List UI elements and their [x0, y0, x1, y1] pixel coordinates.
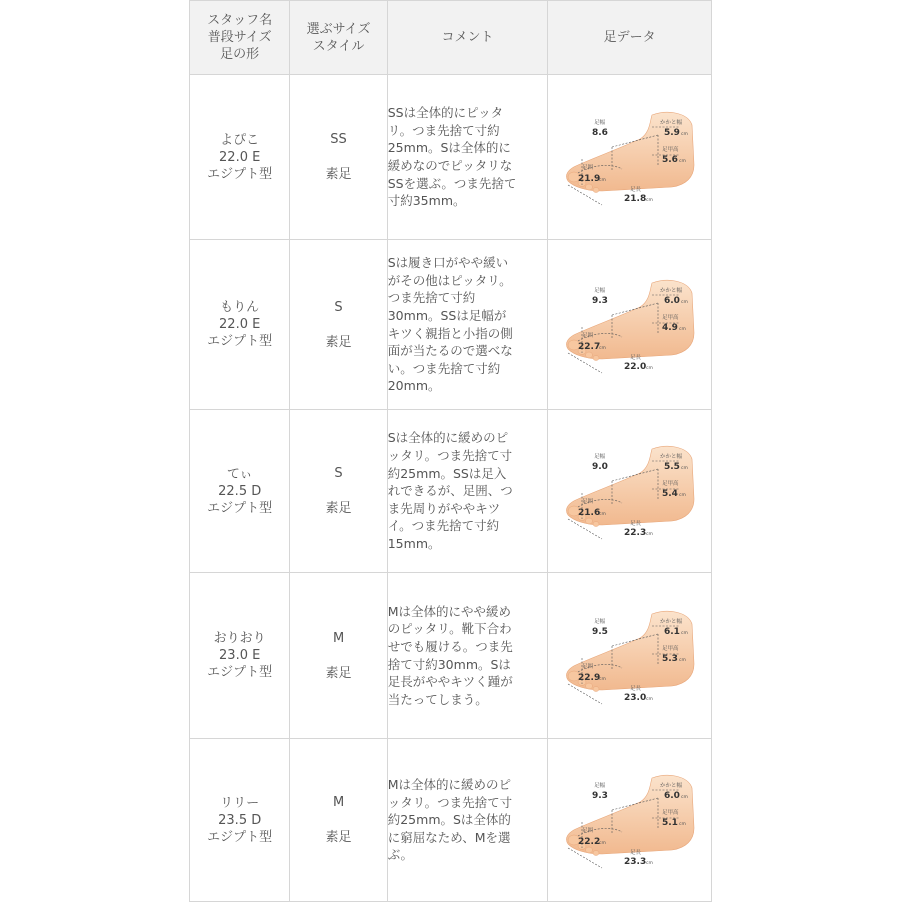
heel-label: かかと幅 — [659, 783, 682, 789]
length-value: 23.0 — [623, 692, 646, 703]
instep-unit: cm — [678, 493, 686, 498]
table-row — [190, 75, 712, 240]
length-unit: cm — [645, 861, 653, 866]
instep-label: 足甲高 — [661, 314, 679, 321]
style-text: 素足 — [325, 501, 352, 516]
usual-size: 22.0 E — [219, 317, 261, 332]
heel-value: 6.1 — [663, 626, 680, 637]
header-staff-text: スタッフ名 普段サイズ 足の形 — [207, 13, 273, 62]
style-cell — [290, 573, 387, 739]
heel-value: 5.9 — [663, 128, 680, 138]
foot-shape: エジプト型 — [207, 665, 273, 680]
girth-unit: cm — [598, 178, 606, 183]
length-label: 足長 — [629, 685, 641, 692]
comment-cell — [387, 75, 548, 240]
instep-value: 5.6 — [661, 155, 678, 165]
length-label: 足長 — [629, 354, 641, 361]
girth-label: 足囲 — [581, 165, 593, 171]
header-style — [290, 1, 387, 75]
instep-value: 5.1 — [661, 818, 678, 828]
width-label: 足幅 — [593, 783, 605, 789]
comment-cell — [387, 240, 548, 410]
chosen-size: S — [334, 466, 343, 481]
usual-size: 23.5 D — [218, 812, 262, 828]
girth-label: 足囲 — [581, 828, 593, 834]
foot-shape: エジプト型 — [207, 829, 273, 845]
staff-cell — [190, 240, 290, 410]
foot-shape: エジプト型 — [207, 166, 273, 182]
width-value: 8.6 — [591, 128, 608, 138]
staff-name: もりん — [220, 300, 260, 315]
girth-unit: cm — [598, 345, 606, 351]
comment-text: Mは全体的に緩めのピ ッタリ。つま先捨て寸 約25mm。Sは全体的 に窮屈なため、Mを選 ぶ。 — [387, 777, 513, 863]
chosen-size: SS — [330, 132, 347, 147]
girth-unit: cm — [598, 676, 606, 682]
width-label: 足幅 — [593, 454, 605, 460]
comment-cell — [387, 410, 548, 573]
girth-value: 22.7 — [577, 341, 600, 352]
heel-value: 5.5 — [663, 462, 680, 472]
table-row — [190, 739, 712, 902]
girth-label: 足囲 — [581, 499, 593, 505]
comment-cell — [387, 739, 548, 902]
chosen-size: M — [332, 630, 345, 646]
instep-unit: cm — [678, 657, 686, 663]
foot-shape: エジプト型 — [207, 500, 273, 516]
style-text: 素足 — [325, 665, 352, 681]
usual-size: 23.0 E — [219, 648, 261, 663]
staff-name: おりおり — [213, 631, 266, 646]
table-row — [190, 240, 712, 410]
style-cell — [290, 410, 387, 573]
length-value: 21.8 — [623, 194, 646, 204]
style-cell — [290, 739, 387, 902]
length-unit: cm — [645, 532, 653, 537]
girth-value: 21.6 — [577, 508, 600, 518]
instep-label: 足甲高 — [661, 481, 679, 487]
heel-label: かかと幅 — [659, 454, 682, 460]
staff-name: リリー — [220, 795, 260, 811]
length-value: 22.3 — [623, 528, 646, 538]
width-value: 9.5 — [591, 626, 608, 637]
comment-text: Sは履き口がやや緩い がその他はピッタリ。 つま先捨て寸約 30mm。SSは足幅が キツく親指と小指の側 面が当たるので選べな い。つま先捨て寸約 20mm。 — [387, 255, 513, 394]
style-text: 素足 — [325, 167, 352, 182]
header-foot-data — [548, 1, 712, 75]
girth-value: 22.9 — [577, 672, 600, 683]
heel-unit: cm — [680, 630, 688, 636]
header-comment — [387, 1, 548, 75]
style-text: 素足 — [325, 830, 352, 845]
length-label: 足長 — [629, 187, 641, 193]
girth-unit: cm — [598, 512, 606, 517]
staff-name: よぴこ — [220, 132, 260, 148]
instep-value: 5.4 — [661, 489, 678, 499]
header-foot-text: 足データ — [603, 30, 656, 45]
girth-label: 足囲 — [581, 332, 593, 339]
header-comment-text: コメント — [441, 30, 494, 45]
foot-data-cell — [548, 739, 712, 902]
width-value: 9.3 — [591, 791, 608, 801]
comment-text: SSは全体的にピッタ リ。つま先捨て寸約 25mm。Sは全体的に 緩めなのでピッタリな SSを選ぶ。つま先捨て 寸約35mm。 — [387, 105, 517, 209]
comment-text: Sは全体的に緩めのピ ッタリ。つま先捨て寸 約25mm。SSは足入 れできるが、足囲、つ ま先周りがややキツ イ。つま先捨て寸約 15mm。 — [387, 430, 513, 551]
comment-text: Mは全体的にやや緩め のピッタリ。靴下合わ せでも履ける。つま先 捨て寸約30mm。Sは 足長がややキツく踵が 当たってしまう。 — [387, 603, 513, 707]
size-table — [189, 0, 712, 902]
length-unit: cm — [645, 365, 653, 371]
instep-label: 足甲高 — [661, 810, 679, 816]
width-value: 9.0 — [591, 462, 608, 472]
table-row — [190, 573, 712, 739]
instep-unit: cm — [678, 159, 686, 164]
length-unit: cm — [645, 696, 653, 702]
staff-cell — [190, 75, 290, 240]
girth-value: 22.2 — [577, 837, 600, 847]
instep-label: 足甲高 — [661, 147, 679, 153]
width-label: 足幅 — [593, 287, 605, 294]
width-label: 足幅 — [593, 120, 605, 126]
header-row — [190, 1, 712, 75]
heel-unit: cm — [680, 132, 688, 137]
heel-label: かかと幅 — [659, 618, 682, 625]
foot-diagram — [560, 107, 700, 207]
foot-diagram — [560, 770, 700, 870]
instep-unit: cm — [678, 326, 686, 332]
usual-size: 22.0 E — [219, 149, 261, 165]
style-cell — [290, 240, 387, 410]
staff-cell — [190, 573, 290, 739]
style-cell — [290, 75, 387, 240]
instep-value: 4.9 — [661, 322, 678, 333]
length-value: 22.0 — [623, 361, 646, 372]
width-label: 足幅 — [593, 618, 605, 625]
girth-label: 足囲 — [581, 663, 593, 670]
usual-size: 22.5 D — [218, 483, 262, 499]
girth-value: 21.9 — [577, 174, 600, 184]
foot-shape: エジプト型 — [207, 334, 273, 349]
foot-diagram — [560, 606, 700, 706]
girth-unit: cm — [598, 841, 606, 846]
heel-value: 6.0 — [663, 295, 680, 306]
width-value: 9.3 — [591, 295, 608, 306]
foot-data-cell — [548, 410, 712, 573]
foot-data-cell — [548, 75, 712, 240]
heel-label: かかと幅 — [659, 120, 682, 126]
length-label: 足長 — [629, 521, 641, 527]
foot-diagram — [560, 275, 700, 375]
instep-label: 足甲高 — [661, 645, 679, 652]
heel-label: かかと幅 — [659, 287, 682, 294]
chosen-size: M — [332, 795, 345, 810]
header-style-text: 選ぶサイズ スタイル — [306, 21, 371, 54]
instep-value: 5.3 — [661, 653, 678, 664]
foot-diagram — [560, 441, 700, 541]
heel-unit: cm — [680, 466, 688, 471]
staff-cell — [190, 410, 290, 573]
header-staff — [190, 1, 290, 75]
staff-name: てぃ — [226, 466, 253, 482]
foot-data-cell — [548, 240, 712, 410]
staff-cell — [190, 739, 290, 902]
chosen-size: S — [334, 299, 343, 315]
heel-unit: cm — [680, 795, 688, 800]
length-unit: cm — [645, 198, 653, 203]
heel-unit: cm — [680, 299, 688, 305]
heel-value: 6.0 — [663, 791, 680, 801]
table-row — [190, 410, 712, 573]
foot-data-cell — [548, 573, 712, 739]
style-text: 素足 — [325, 334, 352, 350]
length-value: 23.3 — [623, 857, 646, 867]
instep-unit: cm — [678, 822, 686, 827]
length-label: 足長 — [629, 850, 641, 856]
comment-cell — [387, 573, 548, 739]
